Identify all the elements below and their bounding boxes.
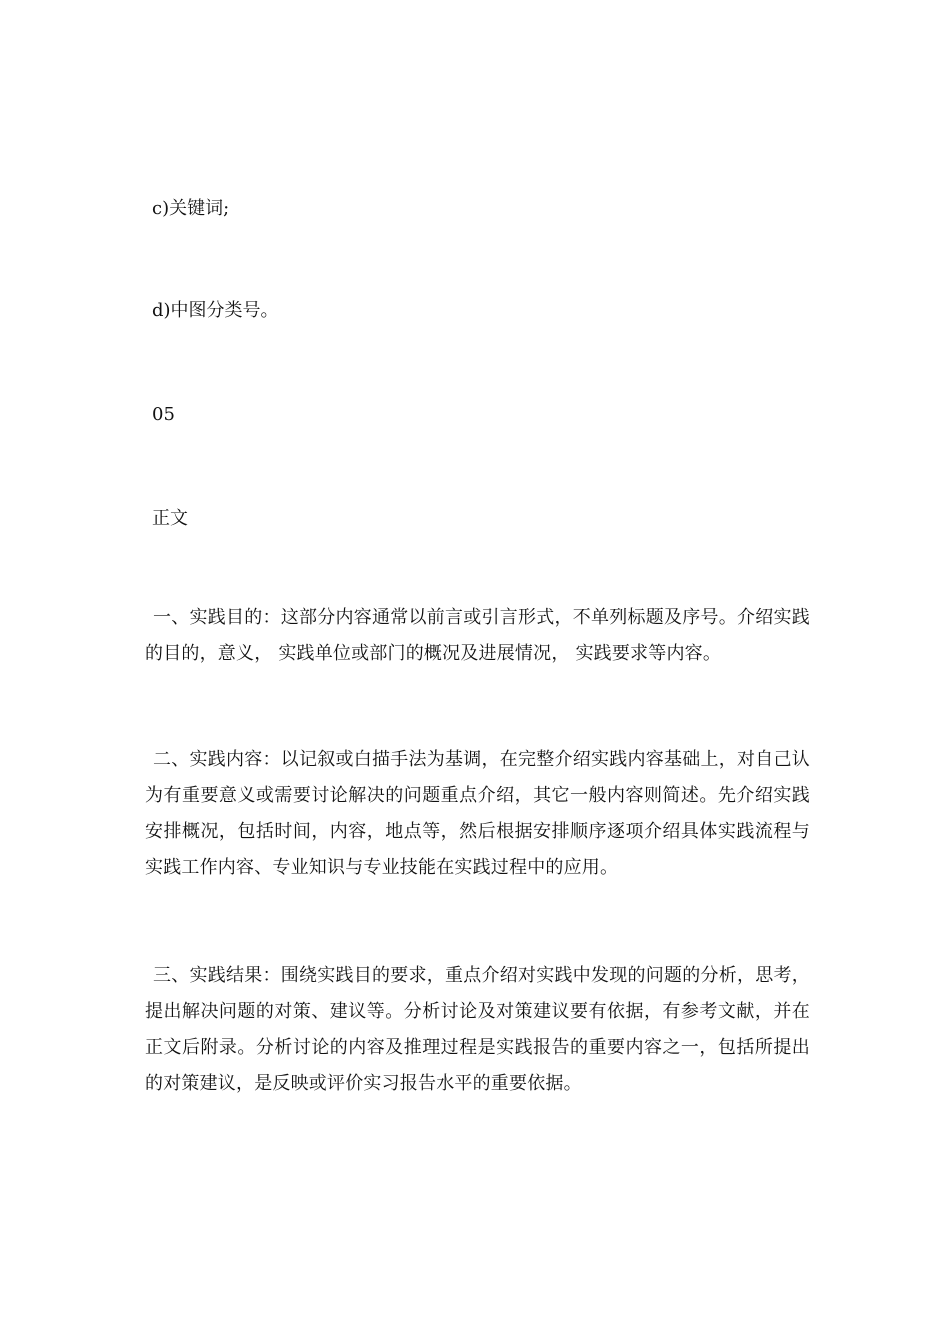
paragraph-practice-content: 二、实践内容：以记叙或白描手法为基调，在完整介绍实践内容基础上，对自己认为有重要意义或需要讨论解决的问题重点介绍，其它一般内容则简述。先介绍实践安排概况，包括时间，内容，地点等，然后根据安排顺序逐项介绍具体实践流程与实践工作内容、专业知识与专业技能在实践过程中的应用。 [145,749,810,878]
paragraph-practice-purpose: 一、实践目的：这部分内容通常以前言或引言形式，不单列标题及序号。介绍实践的目的，意义， 实践单位或部门的概况及进展情况， 实践要求等内容。 [145,607,810,664]
section-number: 05 [152,404,175,425]
item-classification-number: d)中图分类号。 [152,300,279,321]
item-keywords: c)关键词; [152,198,230,219]
section-heading: 正文 [152,508,188,529]
paragraph-practice-results: 三、实践结果：围绕实践目的要求，重点介绍对实践中发现的问题的分析，思考，提出解决问题的对策、建议等。分析讨论及对策建议要有依据，有参考文献，并在正文后附录。分析讨论的内容及推理过程是实践报告的重要内容之一，包括所提出的对策建议，是反映或评价实习报告水平的重要依据。 [145,965,810,1094]
